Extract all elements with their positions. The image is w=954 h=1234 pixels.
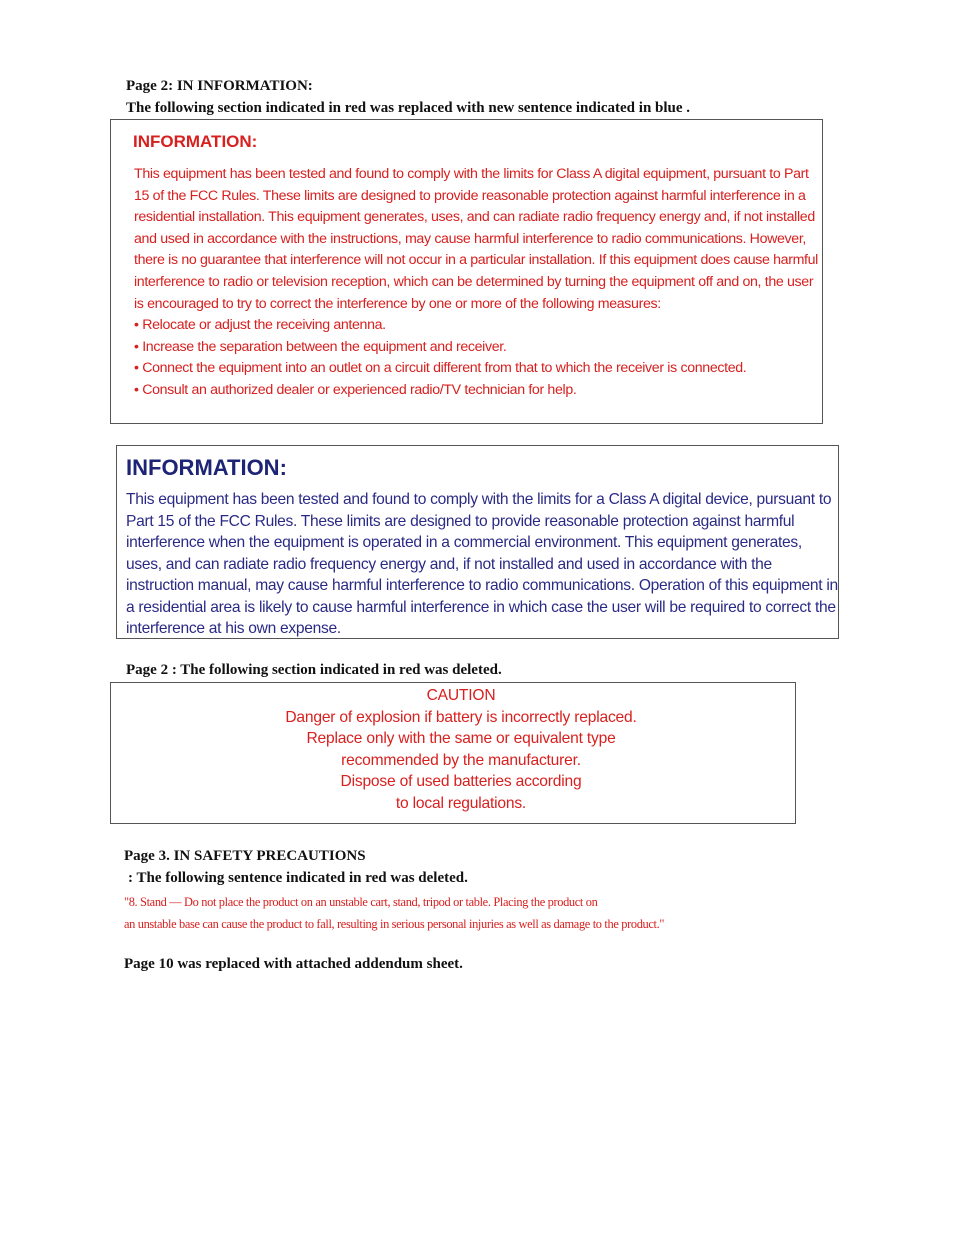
caution-line: Danger of explosion if battery is incorrectly replaced.: [285, 708, 637, 726]
new-information-body: This equipment has been tested and found to comply with the limits for a Class A digital device, pursuant to Part 15 of the FCC Rules. These limits are designed to provide reasonable protection against harmful interference when the equipment is operated in a commercial environment. This equipment generates, uses, and can radiate radio frequency energy and, if not installed and used in accordance with the instruction manual, may cause harmful interference to radio communications. Operation of this equipment in a residential area is likely to cause harmful interference in which case the user will be required to correct the interference at his own expense.: [126, 491, 838, 637]
old-information-body: This equipment has been tested and found to comply with the limits for Class A digital equipment, pursuant to Part 15 of the FCC Rules. These limits are designed to provide reasonable protection against harmful interference in a residential installation. This equipment generates, uses, and can radiate radio frequency energy and, if not installed and used in accordance with the instructions, may cause harmful interference to radio communications. However, there is no guarantee that interference will not occur in a particular installation. If this equipment does cause harmful interference to radio or television reception, which can be determined by turning the equipment off and on, the user is encouraged to try to correct the interference by one or more of the following measures:: [134, 166, 818, 312]
caution-box: [110, 682, 796, 824]
deleted-stand-sentence: [124, 892, 784, 935]
quote-line: an unstable base can cause the product to fall, resulting in serious personal injuries as well as damage to the product.": [124, 916, 665, 931]
caution-line: recommended by the manufacturer.: [341, 751, 581, 769]
section-safety-title: Page 3. IN SAFETY PRECAUTIONS: [124, 848, 366, 864]
section-information-subtitle: The following section indicated in red was replaced with new sentence indicated in blue .: [126, 100, 691, 116]
quote-line: "8. Stand — Do not place the product on an unstable cart, stand, tripod or table. Placing the product on: [124, 895, 598, 909]
new-information-box: [116, 445, 839, 639]
bullet-increase-separation: • Increase the separation between the equipment and receiver.: [134, 338, 507, 355]
section-safety-subtitle: : The following sentence indicated in red was deleted.: [128, 870, 468, 886]
caution-line: Replace only with the same or equivalent type: [306, 730, 616, 748]
caution-line: Dispose of used batteries according: [340, 773, 582, 791]
new-information-heading: INFORMATION:: [126, 455, 287, 480]
bullet-consult-dealer: • Consult an authorized dealer or experienced radio/TV technician for help.: [134, 381, 577, 398]
old-information-box: [110, 119, 823, 424]
caution-line: to local regulations.: [395, 794, 527, 812]
old-information-content: [134, 164, 824, 402]
bullet-connect-outlet: • Connect the equipment into an outlet on a circuit different from that to which the receiver is connected.: [134, 360, 747, 377]
old-information-bullets: [134, 315, 824, 401]
section-caution-title: Page 2 : The following section indicated in red was deleted.: [126, 662, 502, 678]
caution-content: [111, 685, 811, 815]
section-information-title: Page 2: IN INFORMATION:: [126, 78, 313, 94]
caution-heading: CAUTION: [426, 687, 496, 704]
old-information-heading: INFORMATION:: [133, 132, 258, 151]
bullet-relocate-antenna: • Relocate or adjust the receiving antenna.: [134, 317, 386, 334]
section-page10-title: Page 10 was replaced with attached addendum sheet.: [124, 956, 463, 972]
